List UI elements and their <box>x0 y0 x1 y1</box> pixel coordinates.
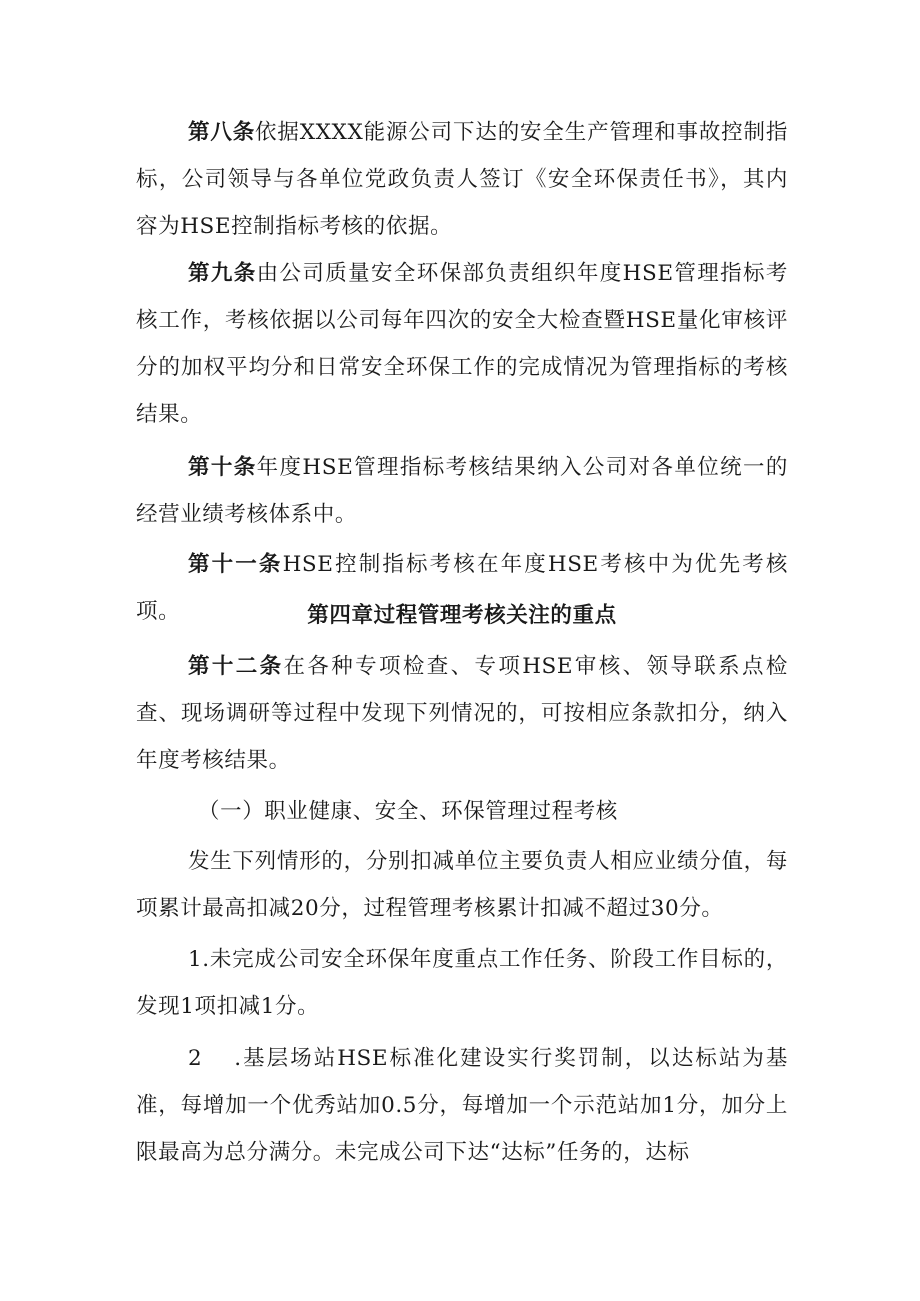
article-9-text: 由公司质量安全环保部负责组织年度HSE管理指标考核工作，考核依据以公司每年四次的安全大检查暨HSE量化审核评分的加权平均分和日常安全环保工作的完成情况为管理指标的考核结果。 <box>136 261 788 427</box>
item-2-text: .基层场站HSE标准化建设实行奖罚制，以达标站为基准，每增加一个优秀站加0.5分，每增加一个示范站加1分，加分上限最高为总分满分。未完成公司下达“达标”任务的，达标 <box>136 1046 788 1165</box>
article-9 <box>136 250 788 438</box>
article-12 <box>136 643 788 784</box>
item-2 <box>136 1035 788 1176</box>
article-10-lead: 第十条 <box>188 455 257 480</box>
item-1: 1.未完成公司安全环保年度重点工作任务、阶段工作目标的，发现1项扣减1分。 <box>136 947 788 1019</box>
chapter-4-heading: 第四章过程管理考核关注的重点 <box>307 603 617 628</box>
section-1-title: （一）职业健康、安全、环保管理过程考核 <box>198 799 618 824</box>
section-1-intro: 发生下列情形的，分别扣减单位主要负责人相应业绩分值，每项累计最高扣减20分，过程管理考核累计扣减不超过30分。 <box>136 849 788 921</box>
article-8-lead: 第八条 <box>188 120 256 145</box>
article-10-text: 年度HSE管理指标考核结果纳入公司对各单位统一的经营业绩考核体系中。 <box>136 455 788 527</box>
article-8 <box>136 109 788 250</box>
article-10 <box>136 444 788 538</box>
article-12-text: 在各种专项检查、专项HSE审核、领导联系点检查、现场调研等过程中发现下列情况的，可按相应条款扣分，纳入年度考核结果。 <box>136 654 788 773</box>
article-11-text: HSE控制指标考核在年度HSE考核中为优先考核项。 <box>136 552 788 624</box>
item-2-number: 2 <box>188 1046 203 1071</box>
article-11-lead: 第十一条 <box>188 552 283 577</box>
article-9-lead: 第九条 <box>188 261 257 286</box>
article-8-text: 依据XXXX能源公司下达的安全生产管理和事故控制指标，公司领导与各单位党政负责人签订《安全环保责任书》，其内容为HSE控制指标考核的依据。 <box>136 120 788 239</box>
article-12-lead: 第十二条 <box>188 654 284 679</box>
